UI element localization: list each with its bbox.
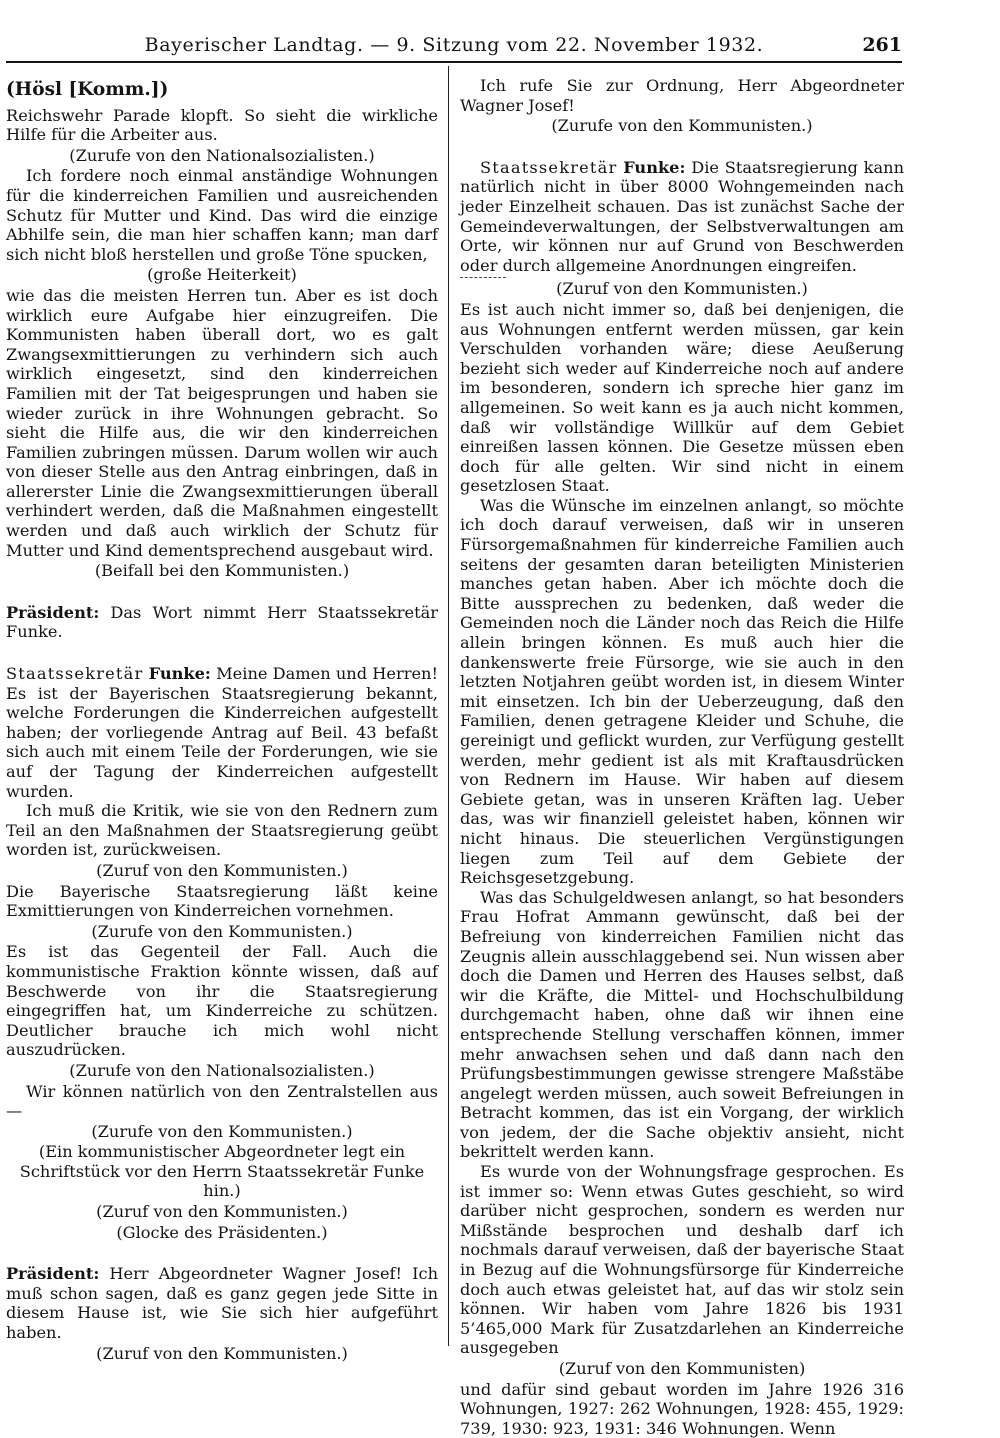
- speaker-label: Funke:: [623, 157, 686, 177]
- interjection: (Zuruf von den Kommunisten): [558, 1359, 806, 1378]
- speaker-title: Staatssekretär: [6, 664, 144, 684]
- speaker-label: Funke:: [148, 664, 211, 684]
- header-rule: [6, 61, 902, 63]
- speech-text: Meine Damen und Herren! Es ist der Bayerischen Staatsregierung bekannt, welche Forderungen die Kinderreichen aufgestellt haben; der vorliegende Antrag auf Beil. 43 befaßt sich auch mit einem Teile der Forderungen, wie sie auf der Tagung der Kinderreichen aufgestellt wurden.: [6, 664, 438, 801]
- speaker-label: Präsident:: [6, 602, 100, 622]
- speech-text: Herr Abgeordneter Wagner Josef! Ich muß schon sagen, daß es ganz gegen jede Sitte in diesem Hause ist, wie Sie sich hier aufgeführt haben.: [6, 1264, 438, 1343]
- paragraph: Es ist das Gegenteil der Fall. Auch die kommunistische Fraktion könnte wissen, daß auf Beschwerde von ihr die Staatsregierung eingegriffen hat, um Kinderreiche zu schützen. Deutlicher brauche ich mich wohl nicht auszudrücken.: [6, 942, 438, 1060]
- speaker-paragraph: [6, 1264, 438, 1342]
- paragraph: Was die Wünsche im einzelnen anlangt, so möchte ich doch darauf verweisen, daß wir in unseren Fürsorgemaßnahmen für kinderreiche Familien auch seitens der gesamten daran beteiligten Ministerien manches getan haben. Aber ich möchte doch die Bitte aussprechen zu bedenken, daß weder die Gemeinden noch die Länder noch das Reich die Hilfe allein bringen können. Es muß auch hier die dankenswerte freie Fürsorge, wie sie auch in den letzten Notjahren geübt worden ist, in diesem Winter mit einsetzen. Ich bin der Ueberzeugung, daß den Familien, denen getragene Kleider und Schuhe, die gereinigt und geflickt wurden, zur Verfügung gestellt werden, mehr gedient ist als mit Kraftausdrücken von Rednern im Hause. Wir haben auf diesem Gebiete getan, was in unseren Kräften lag. Ueber das, was wir finanziell geleistet haben, können wir nicht hinaus. Die steuerlichen Vergünstigungen liegen zum Teil auf dem Gebiete der Reichsgesetzgebung.: [460, 495, 904, 888]
- speaker-paragraph: [460, 158, 904, 276]
- paragraph: Ich rufe Sie zur Ordnung, Herr Abgeordneter Wagner Josef!: [460, 76, 904, 115]
- right-column: [460, 76, 904, 1438]
- paragraph: Die Bayerische Staatsregierung läßt keine Exmittierungen von Kinderreichen vornehmen.: [6, 881, 438, 921]
- page-header: [6, 30, 902, 66]
- paragraph: und dafür sind gebaut worden im Jahre 1926 316 Wohnungen, 1927: 262 Wohnungen, 1928: 455, 1929: 739, 1930: 923, 1931: 346 Wohnungen. Wenn: [460, 1379, 904, 1438]
- paragraph: Was das Schulgeldwesen anlangt, so hat besonders Frau Hofrat Ammann gewünscht, daß bei der Befreiung von kinderreichen Familien nicht das Zeugnis allein ausschlaggebend sei. Nun wissen aber doch die Damen und Herren des Hauses selbst, daß wir die Kräfte, die Mittel- und Hochschulbildung durchgemacht haben, ohne daß wir ihnen eine entsprechende Stellung verschaffen können, immer mehr anwachsen sehen und daß dann nach den Prüfungsbestimmungen gewisse strengere Maßstäbe angelegt werden müssen, auch soweit Befreiungen in Betracht kommen, das ist ein Vorgang, der wirklich von jedem, der die Sache objektiv ansieht, nicht bekrittelt werden kann.: [460, 887, 904, 1162]
- speaker-continuation-tag: (Hösl [Komm.]): [6, 79, 169, 100]
- paragraph: Ich fordere noch einmal anständige Wohnungen für die kinderreichen Familien und ausreichenden Schutz für Mutter und Kind. Das wird die einzige Abhilfe sein, die man hier schaffen kann; man darf sich nicht bloß herstellen und große Töne spucken,: [6, 166, 438, 264]
- interjection: (große Heiterkeit): [147, 265, 297, 285]
- interjection: (Zurufe von den Kommunisten.): [91, 921, 353, 941]
- speaker-paragraph: [6, 603, 438, 642]
- speech-text: Das Wort nimmt Herr Staatssekretär Funke.: [6, 602, 438, 642]
- paragraph: Wir können natürlich von den Zentralstellen aus —: [6, 1081, 438, 1121]
- column-divider: [448, 66, 449, 1346]
- page-number: 261: [862, 34, 902, 56]
- paragraph: Es wurde von der Wohnungsfrage gesprochen. Es ist immer so: Wenn etwas Gutes geschieht, so wird darüber nicht gesprochen, sondern es werden nur Mißstände besprochen und deshalb darf ich nochmals darauf verweisen, daß der bayerische Staat in Bezug auf die Wohnungsfürsorge für Kinderreiche doch auch etwas geleistet hat, auf das wir stolz sein können. Wir haben vom Jahre 1826 bis 1931 5’465,000 Mark für Zusatzdarlehen an Kinderreiche ausgegeben: [460, 1162, 904, 1358]
- interjection: (Zurufe von den Nationalsozialisten.): [69, 1060, 375, 1080]
- paragraph: wie das die meisten Herren tun. Aber es ist doch wirklich eure Aufgabe hier einzugreifen. Die Kommunisten haben überall dort, wo es galt Zwangsexmittierungen zu verhindern sich auch wirklich eingesetzt, sind den kinderreichen Familien mit der Tat beigesprungen und haben sie wieder zurück in ihre Wohnungen gebracht. So sieht die Hilfe aus, die wir den kinderreichen Familien zubringen müssen. Darum wollen wir auch von dieser Stelle aus den Antrag einbringen, daß in allererster Linie die Zwangsexmittierungen überall verhindert werden, daß die Maßnahmen eingestellt werden und daß auch wirklich der Schutz für Mutter und Kind dementsprechend ausgebaut wird.: [6, 285, 438, 560]
- interjection: (Zuruf von den Kommunisten.): [556, 279, 808, 299]
- interjection: (Zurufe von den Kommunisten.): [551, 116, 813, 136]
- interjection: (Zurufe von den Kommunisten.): [91, 1121, 353, 1141]
- paragraph: Es ist auch nicht immer so, daß bei denjenigen, die aus Wohnungen entfernt werden müssen, gar kein Verschulden vorhanden wäre; diese Aeußerung bezieht sich weder auf Kinderreiche noch auf andere im besonderen, sondern ich spreche hier ganz im allgemeinen. So weit kann es ja auch nicht kommen, daß wir vollständige Willkür auf dem Gebiet einreißen lassen können. Die Gesetze müssen eben doch für alle gelten. Wir sind nicht in einem gesetzlosen Staat.: [460, 299, 904, 496]
- speaker-title: Staatssekretär: [480, 157, 618, 177]
- paragraph: Ich muß die Kritik, wie sie von den Rednern zum Teil an den Maßnahmen der Staatsregierung geübt worden ist, zurückweisen.: [6, 801, 438, 860]
- speaker-paragraph: [6, 664, 438, 801]
- stage-direction: (Glocke des Präsidenten.): [116, 1222, 328, 1242]
- stage-direction: (Ein kommunistischer Abgeordneter legt ein Schriftstück vor den Herrn Staatssekretär Funke hin.): [19, 1142, 425, 1201]
- interjection: (Zuruf von den Kommunisten.): [96, 1343, 348, 1363]
- running-title: Bayerischer Landtag. — 9. Sitzung vom 22. November 1932.: [144, 34, 764, 56]
- interjection: (Zurufe von den Nationalsozialisten.): [69, 145, 375, 165]
- interjection: (Beifall bei den Kommunisten.): [94, 561, 350, 581]
- interjection: (Zuruf von den Kommunisten.): [96, 1202, 348, 1222]
- margin-mark: [460, 277, 506, 278]
- speech-text: Die Staatsregierung kann natürlich nicht in über 8000 Wohngemeinden nach jeder Einzelheit schauen. Das ist zunächst Sache der Gemeindeverwaltungen, der Selbstverwaltungen am Orte, wir können nur auf Grund von Beschwerden oder durch allgemeine Anordnungen eingreifen.: [460, 157, 904, 275]
- interjection: (Zuruf von den Kommunisten.): [96, 860, 348, 880]
- speaker-label: Präsident:: [6, 1264, 100, 1284]
- left-column: [6, 80, 438, 1364]
- paragraph: Reichswehr Parade klopft. So sieht die wirkliche Hilfe für die Arbeiter aus.: [6, 105, 438, 145]
